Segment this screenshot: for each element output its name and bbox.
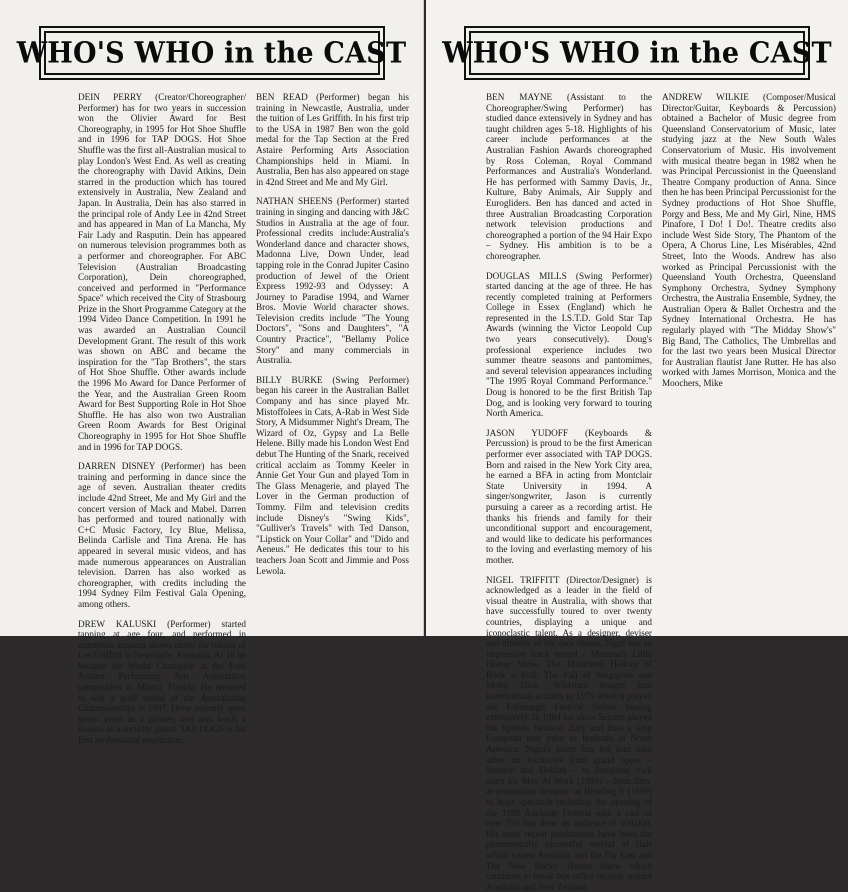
bio-nigel-triffitt: NIGEL TRIFFITT (Director/Designer) is acknowledged as a leader in the field of visual theatre in Australia, with shows that have successfully toured to over twenty countries, displaying a unique and iconoclastic talent. As a designer, deviser and director of his own shows, Nigel has an impressive track record - Momma's Little Horror Show, The Illustrated History of Rock n Roll, The Fall of Singapore and Moby Dick. Wildstars bought him international acclaim in 1979 when it played the Edinburgh Festival before touring extensively. In 1984 his show Secrets played the Spoleto Festival, Italy and then a long European tour prior to festivals in North America. Nigel's talent has led him onto other art territories from grand opera – Samson and Delilah – to designing rock tours for Men At Work (1984) – from film, as production designer on Howling V (1990) to huge spectacle including the opening of the 1988 Adelaide Festival with a cast of over 750 that drew an audience of 100,000. His most recent productions have been the phenomenally successful revival of Hair which toured Australia and the Far East and The New Rocky Horror Show which continues to break box office records around Australia and New Zealand. [486, 574, 652, 892]
page-heading-banner [442, 31, 832, 75]
text-column-1 [78, 92, 246, 746]
text-column-2 [662, 92, 836, 636]
page-heading: WHO'S WHO in the CAST [16, 36, 407, 70]
bio-darren-disney: DARREN DISNEY (Performer) has been training and performing in dance since the age of seven. Australian theater credits include 42nd Street, Me and My Girl and the concert version of Mack and Mabel. Darren has performed and toured nationally with C+C Music Factory, Icy Blue, Melissa, Belinda Carlisle and Tina Arena. He has appeared in several music videos, and has made numerous appearances on Australian television. Darren has also worked as choreographer, with credits including the 1994 Sydney Film Festival Gala Opening, among others. [78, 461, 246, 609]
bio-billy-burke: BILLY BURKE (Swing Performer) began his career in the Australian Ballet Company and has since played Mr. Mistoffolees in Cats, A-Rab in West Side Story, A Midsummer Night's Dream, The Wizard of Oz, Gypsy and La Belle Helene. Billy made his London West End debut The Hunting of the Snark, received critical acclaim as Tommy Keeler in Annie Get Your Gun and played Tom in The Glass Menagerie, and played The Lover in the German production of Tommy. Film and television credits include Disney's "Swing Kids", "Gulliver's Travels" with Ted Danson, "Lipstick on Your Collar" and "Dido and Aeneus." He dedicates this tour to his teachers Joan Scott and Jimmie and Poss Lewola. [256, 374, 409, 576]
bio-jason-yudoff: JASON YUDOFF (Keyboards & Percussion) is proud to be the first American performer ever associated with TAP DOGS. Born and raised in the New York City area, he earned a BFA in acting from Montclair State University in 1994. A singer/songwriter, Jason is currently pursuing a career as a recording artist. He thanks his friends and family for their unconditional support and encouragement, and would like to dedicate his performances to the loving and everlasting memory of his mother. [486, 427, 652, 565]
text-column-2 [256, 92, 409, 636]
left-program-page [0, 0, 424, 746]
text-column-1 [486, 92, 652, 892]
bio-andrew-wilkie: ANDREW WILKIE (Composer/Musical Director/Guitar, Keyboards & Percussion) obtained a Bachelor of Music degree from Queensland Conservatorium of Music, later studying jazz at the New South Wales Conservatorium of Music. His involvement with musical theatre began in 1982 when he was Principal Percussionist in the Queensland Theatre Company production of Anna. Since then he has been Principal Percussionist for the Sydney productions of Hot Shoe Shuffle, Porgy and Bess, Me and My Girl, Nine, HMS Pinafore, I Do! I Do!. Theatre credits also include West Side Story, The Phantom of the Opera, A Chorus Line, Les Misérables, 42nd Street, Into the Woods. Andrew has also worked as Principal Percussionist with the Queensland Youth Orchestra, Queensland Symphony Orchestra, Sydney Symphony Orchestra, the Australia Ensemble, Sydney, the Australian Opera & Ballet Orchestra and the Sydney International Orchestra. He has regularly played with "The Midday Show's" Big Band, The Catholics, The Umbrellas and for the last two years been Musical Director for Australian flautist Jane Rutter. He has also worked with James Morrison, Monica and the Moochers, Mike [662, 92, 836, 389]
bio-ben-read: BEN READ (Performer) began his training in Newcastle, Australia, under the tuition of Les Griffith. In his first trip to the USA in 1987 Ben won the gold medal for the Tap Section at the Fred Astaire Performing Arts Association Championships held in Miami. In Australia, Ben has also appeared on stage in 42nd Street and Me and My Girl. [256, 92, 409, 187]
bio-ben-mayne: BEN MAYNE (Assistant to the Choreographer/Swing Performer) has studied dance extensively in Sydney and has taught children ages 5-18. Highlights of his career include performances at the Australian Fashion Awards choreographed by Ross Coleman, Royal Command Performances and Australia's Wonderland. He has performed with Sammy Davis, Jr., Kulture, Baby Animals, Air Supply and Eurogliders. Ben has danced and acted in three Australian Broadcasting Corporation network television productions and choreographed a portion of the 94 Hair Expo – Sydney. His ambition is to be a choreographer. [486, 92, 652, 261]
page-heading: WHO'S WHO in the CAST [442, 36, 832, 70]
page-heading-banner [16, 31, 407, 75]
bio-drew-kaluski: DREW KALUSKI (Performer) started tapping at age four, and performed in numerous amateur shows under the tuition of Les Griffith in Newcastle, Australia. At 16 he became the World Champion at the Fred Astaire Performing Arts Association competition in Miami, Florida. He returned to win a gold medal at the Australasian Championships in 1987. Drew recently spent seven years as a painter, and also holds a license as a security guard. TAP DOGS is his first professional production. [78, 618, 246, 746]
right-program-page [426, 0, 848, 892]
text-columns [78, 92, 409, 746]
bio-dein-perry: DEIN PERRY (Creator/Choreographer/ Performer) has for two years in succession won the Olivier Award for Best Choreography, in 1995 for Hot Shoe Shuffle and in 1996 for TAP DOGS. Hot Shoe Shuffle was the first all-Australian musical to play London's West End. As well as creating the choreography with David Atkins, Dein starred in the production which has toured extensively in Australia, New Zealand and Japan. In Australia, Dein has also starred in the principal role of Andy Lee in 42nd Street and has appeared in Man of La Mancha, My Fair Lady and Rasputin. Dein has appeared on numerous television programmes both as a performer and choreographer. For ABC Television (Australian Broadcasting Corporation), Dein choreographed, conceived and performed in "Performance Space" which received the City of Strasbourg Prize in the Short Programme Category at the 1994 Video Dance Competition. In 1991 he was awarded an Australian Council Development Grant. The result of this work was shown on ABC and became the inspiration for the "Tap Brothers", the stars of Hot Shoe Shuffle. Other awards include the 1996 Mo Award for Dance Performer of the Year, and the Australian Green Room Award for Best Supporting Role in Hot Shoe Shuffle. He has also won two Australian Green Room Awards for Best Original Choreography in 1995 for Hot Shoe Shuffle and in 1996 for TAP DOGS. [78, 92, 246, 452]
text-columns [486, 92, 836, 892]
bio-nathan-sheens: NATHAN SHEENS (Performer) started training in singing and dancing with J&C Studios in Australia at the age of four. Professional credits include:Australia's Wonderland dance and character shows, Madonna Live, Down Under, lead tapping role in the Conrad Jupiter Casino production of Jewel of the Orient Express 1992-93 and Odyssey: A Journey to Paradise 1994, and Warner Bros. Movie World character shows. Television credits include "The Young Doctors", "Sons and Daughters", "A Country Practice", "Bellamy Police Story" and many commercials in Australia. [256, 196, 409, 366]
bio-douglas-mills: DOUGLAS MILLS (Swing Performer) started dancing at the age of three. He has recently completed training at Performers College in Essex (England) which he represented in the I.S.T.D. Gold Star Tap Awards (winning the Victor Leopold Cup two years consecutively). Doug's professional experience includes two summer theatre seasons and pantomimes, and several television appearances including "The 1995 Royal Command Performance." Doug is honored to be the first British Tap Dog, and is looking very forward to touring North America. [486, 270, 652, 419]
